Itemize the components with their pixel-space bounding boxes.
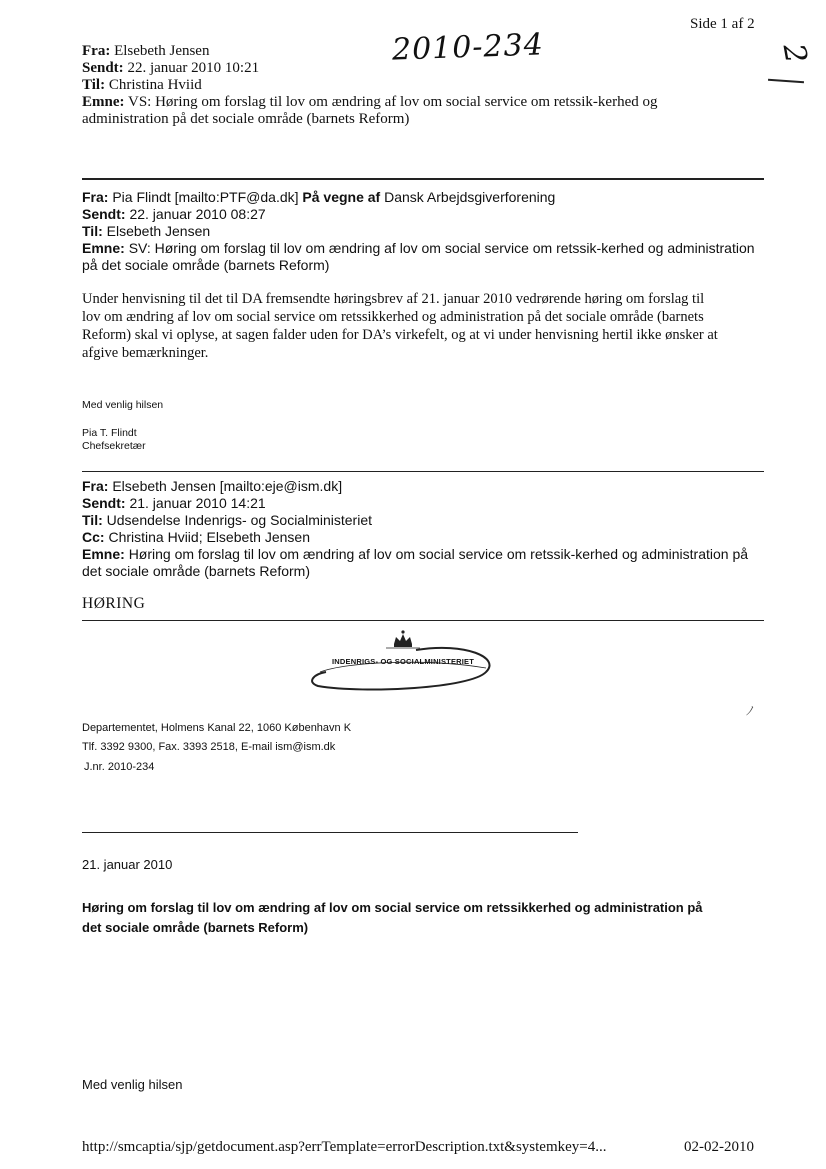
letter-date: 21. januar 2010 [82, 857, 173, 872]
email1-to: Christina Hviid [108, 77, 202, 93]
email2-on-behalf: Dansk Arbejdsgiverforening [384, 189, 556, 205]
email2-sent: 22. januar 2010 08:27 [129, 206, 266, 222]
email3-from-row: Fra: Elsebeth Jensen [mailto:eje@ism.dk] [82, 478, 343, 494]
footer-url: http://smcaptia/sjp/getdocument.asp?errTemplate=errorDescription.txt&systemkey=4... [82, 1139, 607, 1155]
email3-sent: 21. januar 2010 14:21 [129, 495, 266, 511]
email2-sent-row: Sendt: 22. januar 2010 08:27 [82, 206, 266, 222]
email1-subject-line1: VS: Høring om forslag til lov om ændring af lov om social service om retssik-kerhed og [127, 94, 658, 110]
divider [82, 178, 764, 180]
body-line: afgive bemærkninger. [82, 345, 209, 361]
email1-sent: 22. januar 2010 10:21 [127, 60, 260, 76]
email2-to: Elsebeth Jensen [106, 223, 211, 239]
email2-header [82, 189, 782, 274]
handwritten-case-number: 2010-234 [391, 27, 545, 68]
stray-mark: ﾉ [746, 704, 753, 718]
ministry-logo [306, 628, 506, 696]
handwritten-margin-mark: 2 [775, 41, 814, 66]
divider [82, 471, 764, 472]
email1-header [82, 43, 782, 128]
email3-sent-row: Sendt: 21. januar 2010 14:21 [82, 495, 266, 511]
email2-subject-line2: på det sociale område (barnets Reform) [82, 257, 330, 273]
body-line: Reform) skal vi oplyse, at sagen falder uden for DA’s virkefelt, og at vi under henvisning hertil ikke ønsker at [82, 327, 718, 343]
letter-title-line2: det sociale område (barnets Reform) [82, 920, 309, 935]
email1-from-row: Fra: Elsebeth Jensen [82, 43, 210, 59]
email2-from-row: Fra: Pia Flindt [mailto:PTF@da.dk] På vegne af Dansk Arbejdsgiverforening [82, 189, 556, 205]
email1-subject-row: Emne: VS: Høring om forslag til lov om ændring af lov om social service om retssik-kerhed og [82, 94, 658, 110]
body-line: lov om ændring af lov om social service om retssikkerhed og administration på det sociale område (barnets [82, 309, 704, 325]
email3-subject-line1: Høring om forslag til lov om ændring af lov om social service om retssik-kerhed og administration på [128, 546, 749, 562]
email3-heading: HØRING [82, 595, 146, 612]
email2-to-row: Til: Elsebeth Jensen [82, 223, 211, 239]
email2-body [82, 290, 782, 362]
email3-header [82, 478, 782, 580]
footer-date: 02-02-2010 [684, 1139, 754, 1155]
ministry-logo-text: INDENRIGS- OG SOCIALMINISTERIET [332, 657, 475, 666]
letter-contact: Tlf. 3392 9300, Fax. 3393 2518, E-mail ism@ism.dk [82, 741, 336, 753]
letter-title [82, 898, 782, 938]
email3-subject-row: Emne: Høring om forslag til lov om ændring af lov om social service om retssik-kerhed og administration på [82, 546, 749, 562]
email2-signature-title: Chefsekretær [82, 440, 146, 452]
email2-signature-name: Pia T. Flindt [82, 427, 137, 439]
email3-subject-line2: det sociale område (barnets Reform) [82, 563, 310, 579]
letter-journal-number: J.nr. 2010-234 [84, 761, 155, 773]
email3-to-row: Til: Udsendelse Indenrigs- og Socialministeriet [82, 512, 372, 528]
email3-to: Udsendelse Indenrigs- og Socialministeriet [106, 512, 372, 528]
email2-subject-line1: SV: Høring om forslag til lov om ændring af lov om social service om retssik-kerhed og administration [128, 240, 755, 256]
email1-from: Elsebeth Jensen [114, 43, 210, 59]
letter-address: Departementet, Holmens Kanal 22, 1060 København K [82, 722, 352, 734]
divider [82, 832, 578, 833]
body-line: Under henvisning til det til DA fremsendte høringsbrev af 21. januar 2010 vedrørende høring om forslag til [82, 291, 705, 307]
email3-cc: Christina Hviid; Elsebeth Jensen [108, 529, 310, 545]
letter-title-line1: Høring om forslag til lov om ændring af lov om social service om retssikkerhed og administration på [82, 900, 703, 915]
email2-from: Pia Flindt [mailto:PTF@da.dk] [112, 189, 299, 205]
email1-sent-row: Sendt: 22. januar 2010 10:21 [82, 60, 260, 76]
page-number: Side 1 af 2 [690, 16, 755, 32]
letter-closing: Med venlig hilsen [82, 1077, 183, 1092]
email1-to-row: Til: Christina Hviid [82, 77, 202, 93]
email3-cc-row: Cc: Christina Hviid; Elsebeth Jensen [82, 529, 310, 545]
divider [82, 620, 764, 621]
email3-from: Elsebeth Jensen [mailto:eje@ism.dk] [112, 478, 343, 494]
email2-closing: Med venlig hilsen [82, 399, 164, 411]
email2-subject-row: Emne: SV: Høring om forslag til lov om ændring af lov om social service om retssik-kerhed og administration [82, 240, 755, 256]
crown-icon [386, 630, 420, 648]
email1-subject-line2: administration på det sociale område (barnets Reform) [82, 111, 410, 127]
